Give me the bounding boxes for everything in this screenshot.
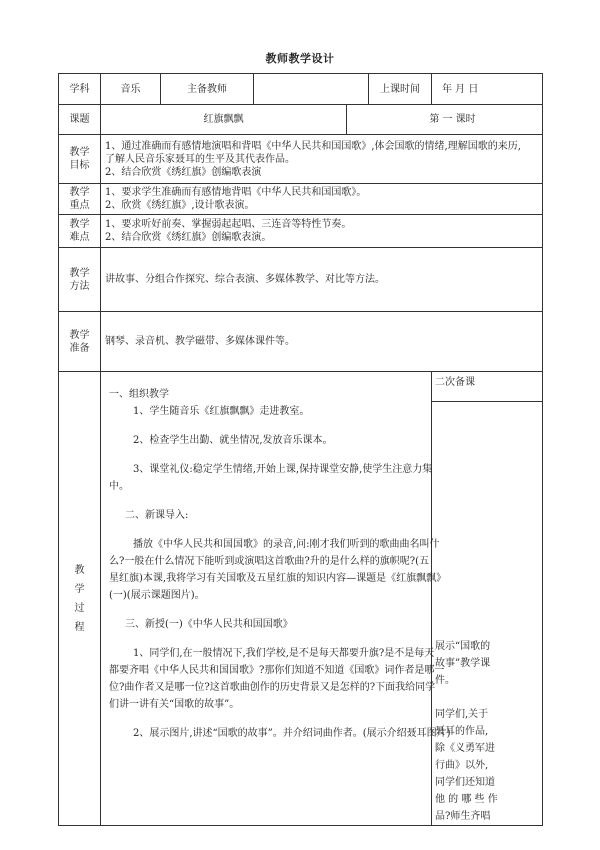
section-heading: 三、新授(一)《中华人民共和国国歌》 [125, 619, 293, 630]
preparation-label: 教学 准备 [59, 312, 101, 372]
intro-paragraph: (一)(展示课题图片)。 [109, 590, 205, 601]
section-heading: 一、组织教学 [109, 389, 169, 400]
objective-line: 了解人民音乐家聂耳的生平及其代表作品。 [105, 153, 295, 165]
objectives-content [101, 135, 543, 184]
new-lesson-paragraph: 2、展示图片,讲述“国歌的故事”。并介绍词曲作者。(展示介绍聂耳图片) [133, 728, 451, 739]
header-row [59, 74, 543, 105]
new-lesson-paragraph: 都要齐唱《中华人民共和国国歌》?那你们知道不知道《国歌》词作者是哪一 [109, 665, 445, 676]
subject-label: 学科 [59, 74, 101, 105]
objective-line: 2、结合欣赏《绣红旗》创编歌表演 [105, 166, 262, 178]
preparation-content: 钢琴、录音机、教学磁带、多媒体课件等。 [101, 312, 543, 372]
process-step: 3、课堂礼仪:稳定学生情绪,开始上课,保持课堂安静,使学生注意力集 [133, 464, 433, 475]
topic-label: 课题 [59, 105, 101, 135]
process-content [101, 372, 451, 826]
intro-paragraph: 么?一般在什么情况下能听到或演唱这首歌曲?升的是什么样的旗帜呢?(五 [109, 556, 429, 567]
teacher-value [254, 74, 369, 105]
second-preparation-notes: 展示“国歌的 故事”教学课 件。 同学们,关于 聂耳的作品, 除《义勇军进 行曲》以外, 同学们还知道 他 的 哪 些 作 品?师生齐唱 [435, 641, 498, 822]
objective-line: 1、通过准确而有感情地演唱和背唱《中华人民共和国国歌》,体会国歌的情绪,理解国歌的来历, [105, 140, 521, 152]
page-title: 教师教学设计 [265, 52, 335, 65]
difficulties-label: 教学 难点 [59, 215, 101, 248]
topic-title: 红旗飘飘 [101, 105, 347, 135]
process-step: 2、检查学生出勤、就坐情况,发放音乐课本。 [133, 435, 333, 446]
lesson-plan-table [58, 73, 543, 826]
key-points-row [59, 184, 543, 215]
section-heading: 二、新课导入: [125, 510, 189, 521]
methods-row [59, 248, 543, 312]
intro-paragraph: 播放《中华人民共和国国歌》的录音,问:刚才我们听到的歌曲曲名叫什 [133, 539, 440, 550]
new-lesson-paragraph: 们讲一讲有关“国歌的故事”。 [109, 699, 240, 710]
time-label: 上课时间 [369, 74, 432, 105]
methods-content: 讲故事、分组合作探究、综合表演、多媒体教学、对比等方法。 [101, 248, 543, 312]
key-points-label: 教学 重点 [59, 184, 101, 215]
subject-value: 音乐 [101, 74, 161, 105]
preparation-row [59, 312, 543, 372]
objectives-label: 教学 目标 [59, 135, 101, 184]
second-preparation-column [432, 372, 543, 826]
key-point-line: 2、欣赏《绣红旗》,设计歌表演。 [105, 200, 255, 211]
teacher-label: 主备教师 [161, 74, 254, 105]
objectives-row [59, 135, 543, 184]
topic-period: 第 一 课时 [347, 105, 543, 135]
second-preparation-header: 二次备课 [432, 372, 542, 402]
time-value: 年 月 日 [432, 74, 543, 105]
difficulty-line: 2、结合欣赏《绣红旗》创编歌表演。 [105, 232, 272, 243]
difficulties-content [101, 215, 543, 248]
new-lesson-paragraph: 1、同学们,在一般情况下,我们学校,是不是每天都要升旗?是不是每天 [133, 648, 435, 659]
process-label: 教 学 过 程 [59, 372, 101, 826]
difficulties-row [59, 215, 543, 248]
topic-row [59, 105, 543, 135]
process-step: 中。 [109, 481, 129, 492]
key-point-line: 1、要求学生准确而有感情地背唱《中华人民共和国国歌》。 [105, 187, 367, 198]
intro-paragraph: 星红旗)本课,我将学习有关国歌及五星红旗的知识内容—课题是《红旗飘飘》 [109, 573, 447, 584]
key-points-content [101, 184, 543, 215]
process-step: 1、学生随音乐《红旗飘飘》走进教室。 [133, 406, 310, 417]
methods-label: 教学 方法 [59, 248, 101, 312]
new-lesson-paragraph: 位?曲作者又是哪一位?这首歌曲创作的历史背景又是怎样的?下面我给同学 [109, 682, 436, 693]
process-row [59, 372, 543, 826]
difficulty-line: 1、要求听好前奏、掌握弱起起唱、三连音等特性节奏。 [105, 219, 352, 230]
